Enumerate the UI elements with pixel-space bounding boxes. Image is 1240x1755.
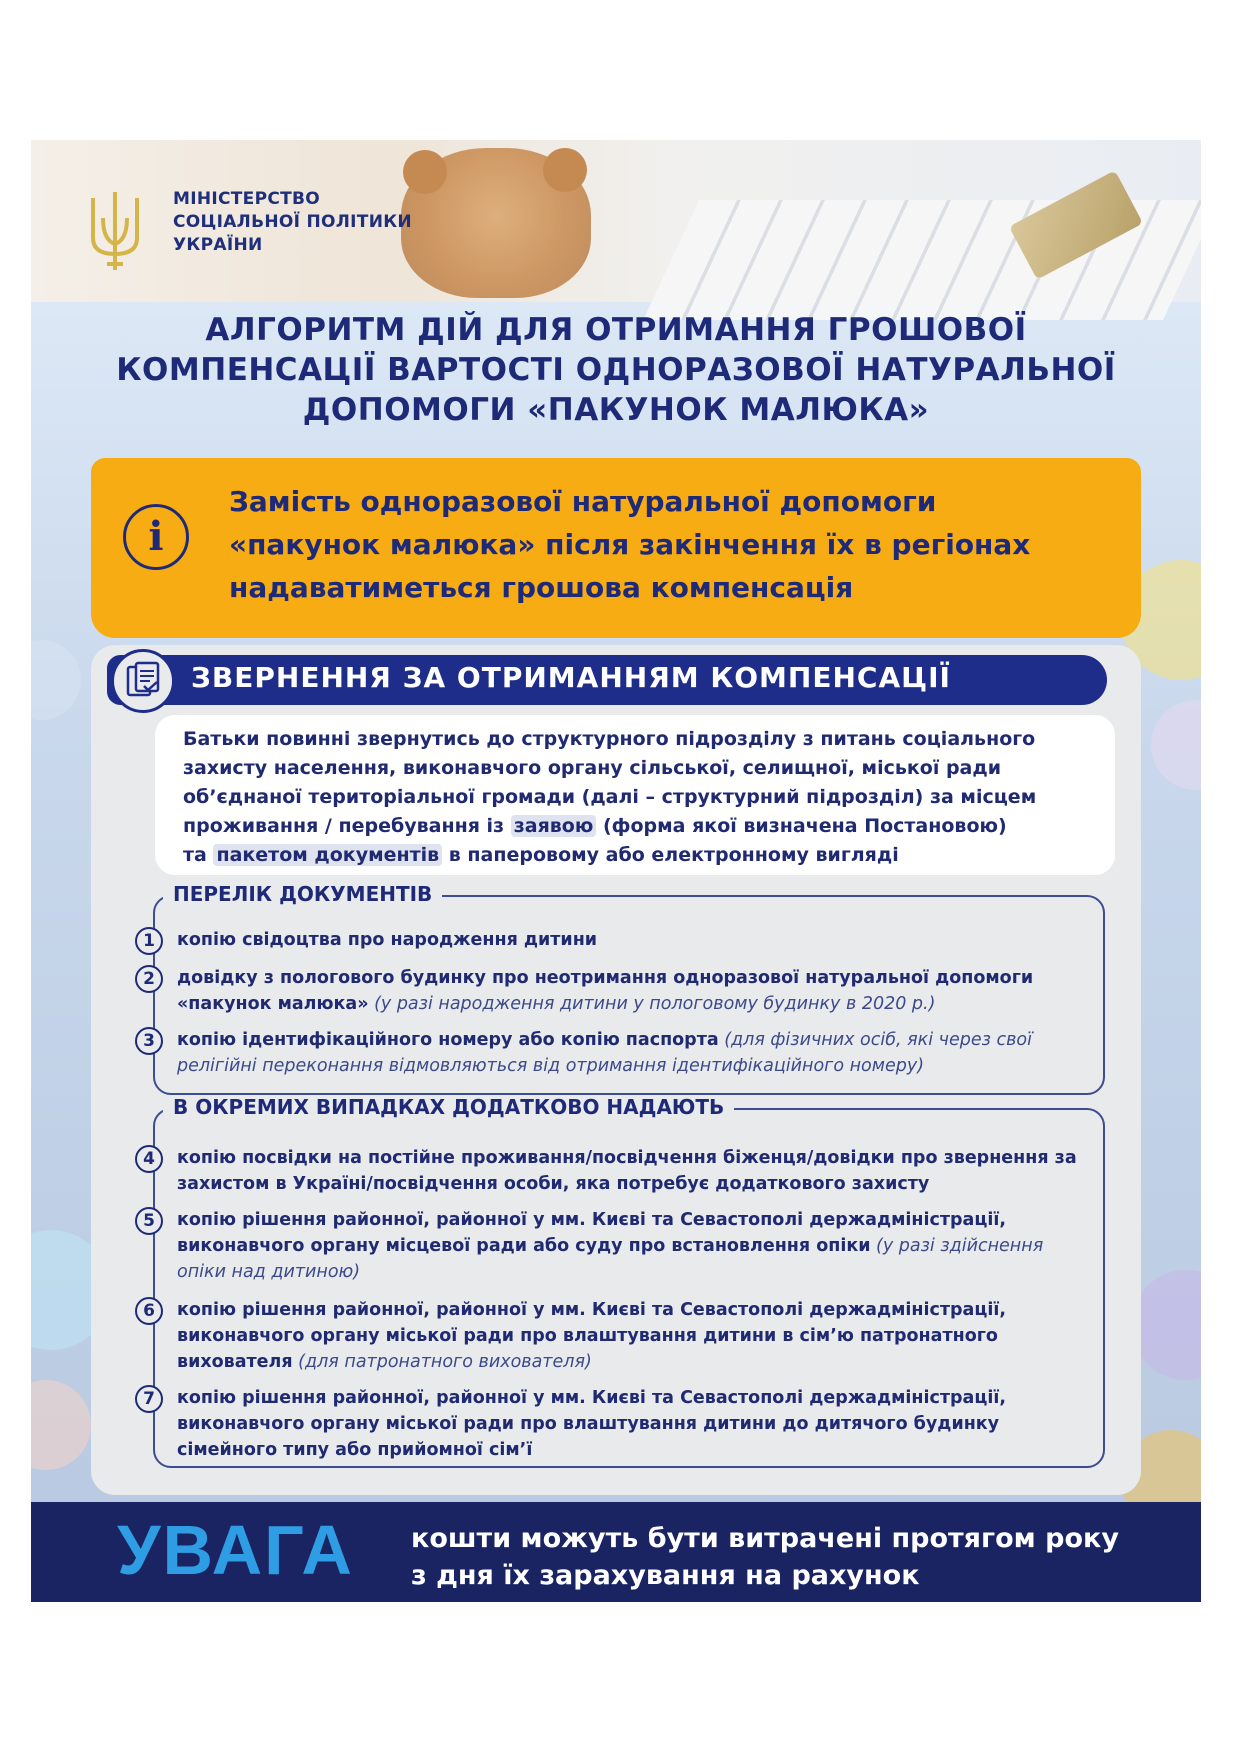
appeal-text-part: проживання / перебування із: [183, 815, 511, 837]
item-main-text: копію рішення районної, районної у мм. Києві та Севастополі держадміністрації, виконавчого органу місцевої ради або суду про встановлення опіки: [177, 1210, 1006, 1256]
item-number: 3: [135, 1027, 163, 1055]
warning-text: [411, 1520, 1171, 1594]
item-text: [177, 1145, 1097, 1197]
item-main-text: копію свідоцтва про народження дитини: [177, 930, 598, 950]
warning-line: з дня їх зарахування на рахунок: [411, 1560, 920, 1591]
item-note: (для патронатного вихователя): [292, 1352, 592, 1372]
item-main-text: копію посвідки на постійне проживання/посвідчення біженця/довідки про звернення за захистом в Україні/посвідчення особи, яка потребує додаткового захисту: [177, 1148, 1077, 1194]
appeal-text-part: (форма якої визначена Постановою): [596, 815, 1007, 837]
poster: [31, 140, 1201, 1602]
info-text: [229, 480, 1109, 609]
appeal-box: [155, 715, 1115, 875]
item-number: 2: [135, 965, 163, 993]
decor-circle: [31, 640, 81, 720]
trident-icon: [85, 188, 145, 274]
appeal-line: Батьки повинні звернутись до структурного підрозділу з питань соціального: [183, 728, 1036, 750]
ministry-line: УКРАЇНИ: [173, 235, 263, 255]
ministry-name: [173, 188, 412, 257]
item-text: [177, 1207, 1097, 1285]
warning-line: кошти можуть бути витрачені протягом року: [411, 1523, 1119, 1554]
appeal-text: [183, 725, 1103, 870]
appeal-line: захисту населення, виконавчого органу сільської, селищної, міської ради: [183, 757, 1002, 779]
warning-bar: [31, 1502, 1201, 1602]
item-text: [177, 927, 1097, 953]
title-line: АЛГОРИТМ ДІЙ ДЛЯ ОТРИМАННЯ ГРОШОВОЇ: [205, 312, 1027, 348]
title-line: ДОПОМОГИ «ПАКУНОК МАЛЮКА»: [302, 392, 930, 428]
item-main-text: довідку з пологового будинку про неотримання одноразової натуральної допомоги «пакунок малюка»: [177, 968, 1034, 1014]
decor-circle: [1131, 1270, 1201, 1380]
item-note: (для фізичних осіб, які через свої релігійні переконання відмовляються від отримання ідентифікаційного номеру): [177, 1030, 1032, 1076]
item-number: 1: [135, 927, 163, 955]
item-main-text: копію рішення районної, районної у мм. Києві та Севастополі держадміністрації, виконавчого органу міської ради про влаштування дитини до дитячого будинку сімейного типу або прийомної сім’ї: [177, 1388, 1006, 1460]
item-main-text: копію рішення районної, районної у мм. Києві та Севастополі держадміністрації, виконавчого органу міської ради про влаштування дитини в сім’ю патронатного вихователя: [177, 1300, 1006, 1372]
item-number: 6: [135, 1297, 163, 1325]
item-text: [177, 1297, 1097, 1375]
info-box: [91, 458, 1141, 638]
item-text: [177, 965, 1097, 1017]
appeal-text-part: в паперовому або електронному вигляді: [442, 844, 899, 866]
teddy-bear-ear: [543, 148, 587, 192]
item-text: [177, 1385, 1097, 1463]
document-icon: [111, 649, 175, 713]
appeal-text-part: та: [183, 844, 214, 866]
ministry-line: СОЦІАЛЬНОЇ ПОЛІТИКИ: [173, 212, 412, 232]
documents-label: ПЕРЕЛІК ДОКУМЕНТІВ: [163, 882, 442, 906]
ministry-line: МІНІСТЕРСТВО: [173, 189, 321, 209]
item-number: 7: [135, 1385, 163, 1413]
appeal-line: об’єднаної територіальної громади (далі – структурний підрозділ) за місцем: [183, 786, 1037, 808]
section-title: ЗВЕРНЕННЯ ЗА ОТРИМАННЯМ КОМПЕНСАЦІЇ: [191, 661, 951, 694]
info-icon: i: [123, 504, 189, 570]
decor-circle: [31, 1380, 91, 1470]
info-line: Замість одноразової натуральної допомоги: [229, 485, 937, 518]
info-line: «пакунок малюка» після закінчення їх в регіонах: [229, 528, 1031, 561]
main-card: [91, 645, 1141, 1495]
item-note: (у разі народження дитини у пологовому будинку в 2020 р.): [368, 994, 936, 1014]
appeal-line: [183, 812, 1103, 841]
additional-label: В ОКРЕМИХ ВИПАДКАХ ДОДАТКОВО НАДАЮТЬ: [163, 1095, 734, 1119]
item-main-text: копію ідентифікаційного номеру або копію паспорта: [177, 1030, 719, 1050]
appeal-line: [183, 841, 1103, 870]
application-highlight: заявою: [511, 815, 597, 837]
warning-word: УВАГА: [117, 1511, 354, 1589]
title-line: КОМПЕНСАЦІЇ ВАРТОСТІ ОДНОРАЗОВОЇ НАТУРАЛЬНОЇ: [116, 352, 1116, 388]
info-line: надаватиметься грошова компенсація: [229, 571, 854, 604]
decor-circle: [1151, 700, 1201, 790]
item-number: 5: [135, 1207, 163, 1235]
item-text: [177, 1027, 1097, 1079]
item-number: 4: [135, 1145, 163, 1173]
page-title: [31, 310, 1201, 430]
item-note: (у разі здійснення опіки над дитиною): [177, 1236, 1044, 1282]
documents-highlight: пакетом документів: [213, 844, 442, 866]
header-photo: [31, 140, 1201, 302]
section-header: [107, 655, 1107, 705]
